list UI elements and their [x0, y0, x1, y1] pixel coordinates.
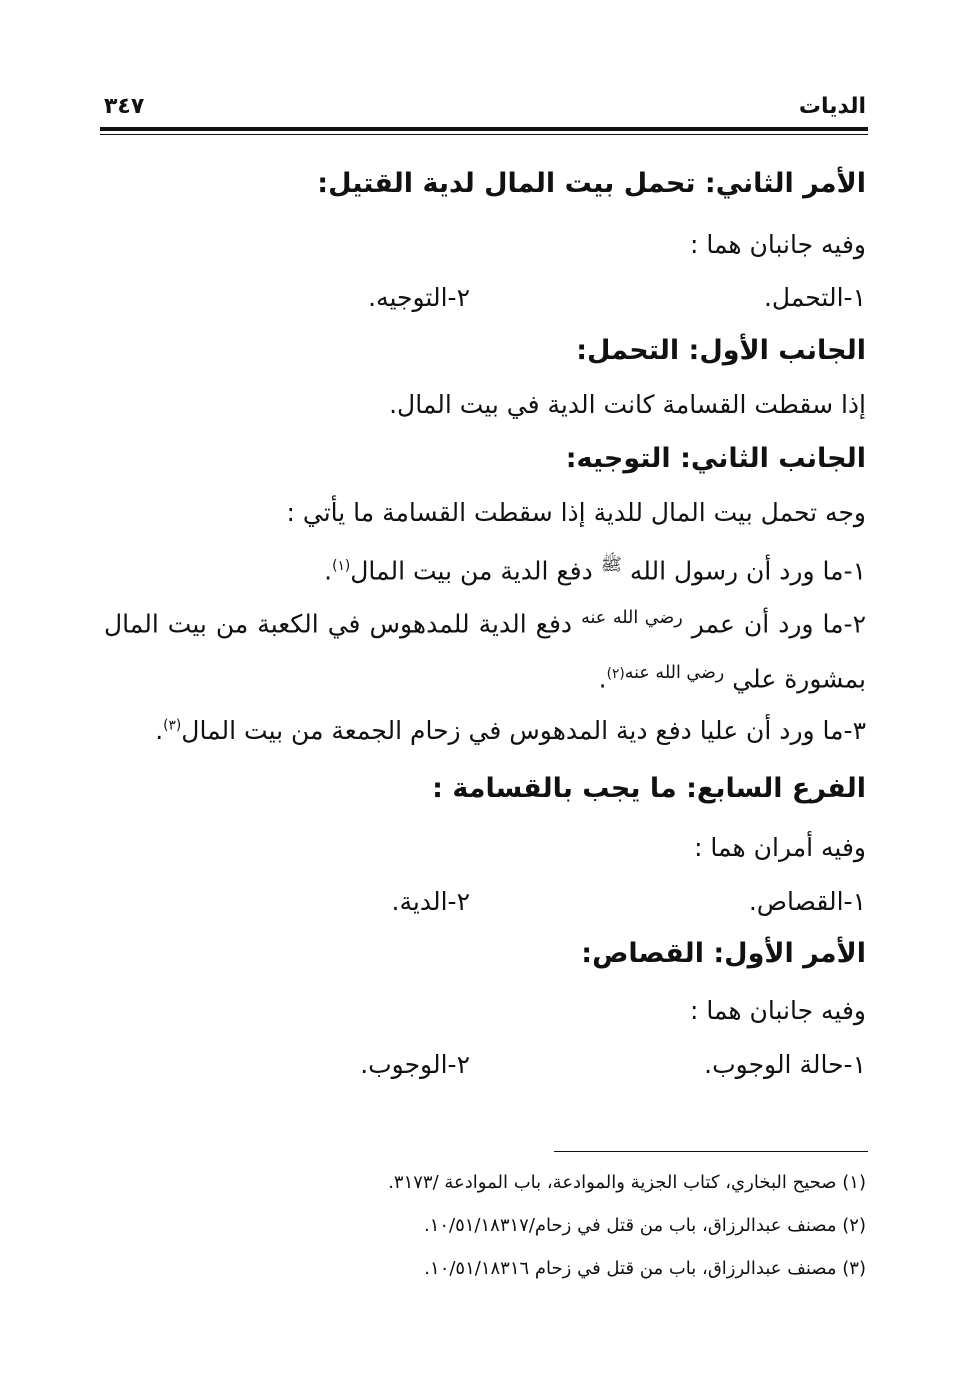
- footnote-separator: [554, 1151, 868, 1152]
- evidence-1-text-b: دفع الدية من بيت المال: [350, 556, 593, 586]
- footnote-ref-2: (٢): [606, 666, 625, 682]
- evidence-2-text-c: بمشورة علي: [732, 664, 866, 694]
- page-number: ٣٤٧: [104, 94, 145, 119]
- heading-first-matter-retaliation: الأمر الأول: القصاص:: [581, 938, 866, 969]
- paragraph-bearing: إذا سقطت القسامة كانت الدية في بيت المال.: [389, 390, 866, 419]
- paragraph-justification: وجه تحمل بيت المال للدية إذا سقطت القسامة ما يأتي :: [286, 498, 866, 527]
- evidence-3-text: ٣-ما ورد أن عليا دفع دية المدهوس في زحام الجمعة من بيت المال: [181, 716, 866, 745]
- header-rule-thin: [100, 134, 868, 135]
- evidence-3-end: .: [155, 716, 164, 745]
- honorific-prophet: ﷺ: [600, 555, 622, 575]
- footnote-ref-1: (١): [332, 558, 351, 574]
- list-item-obligation: ٢-الوجوب.: [360, 1050, 470, 1079]
- footnote-1: (١) صحيح البخاري، كتاب الجزية والموادعة، باب الموادعة /٣١٧٣.: [388, 1172, 866, 1193]
- list-item-blood-money: ٢-الدية.: [391, 887, 470, 916]
- evidence-2-text-a: ٢-ما ورد أن عمر: [691, 609, 866, 639]
- running-header-title: الديات: [798, 94, 866, 119]
- evidence-item-3: [155, 716, 866, 745]
- evidence-1-end: .: [324, 556, 333, 586]
- paragraph-two-matters: وفيه أمران هما :: [694, 833, 866, 862]
- heading-second-matter: الأمر الثاني: تحمل بيت المال لدية القتيل:: [317, 168, 866, 199]
- footnote-ref-3: (٣): [163, 717, 182, 734]
- honorific-umar: رضي الله عنه: [581, 608, 683, 628]
- list-item-bearing: ١-التحمل.: [763, 283, 866, 312]
- list-item-case-of-obligation: ١-حالة الوجوب.: [704, 1050, 866, 1079]
- paragraph-two-aspects-2: وفيه جانبان هما :: [689, 996, 866, 1025]
- evidence-item-2-line-1: [104, 608, 866, 638]
- evidence-2-end: .: [598, 664, 607, 694]
- evidence-1-text-a: ١-ما ورد أن رسول الله: [629, 556, 866, 586]
- heading-seventh-branch: الفرع السابع: ما يجب بالقسامة :: [432, 773, 866, 804]
- evidence-item-1: [324, 553, 866, 585]
- honorific-ali: رضي الله عنه: [624, 663, 725, 683]
- heading-first-aspect: الجانب الأول: التحمل:: [576, 335, 866, 366]
- evidence-2-text-b: دفع الدية للمدهوس في الكعبة من بيت المال: [104, 609, 573, 639]
- heading-second-aspect: الجانب الثاني: التوجيه:: [565, 443, 866, 474]
- list-item-justification: ٢-التوجيه.: [368, 283, 470, 312]
- footnote-2: (٢) مصنف عبدالرزاق، باب من قتل في زحام/١٠/٥١/١٨٣١٧.: [423, 1215, 866, 1236]
- header-rule-thick: [100, 127, 868, 131]
- evidence-item-2-line-2: [599, 663, 866, 693]
- list-item-retaliation: ١-القصاص.: [748, 887, 866, 916]
- paragraph-two-aspects: وفيه جانبان هما :: [689, 230, 866, 259]
- footnote-3: (٣) مصنف عبدالرزاق، باب من قتل في زحام ١٠/٥١/١٨٣١٦.: [424, 1258, 866, 1279]
